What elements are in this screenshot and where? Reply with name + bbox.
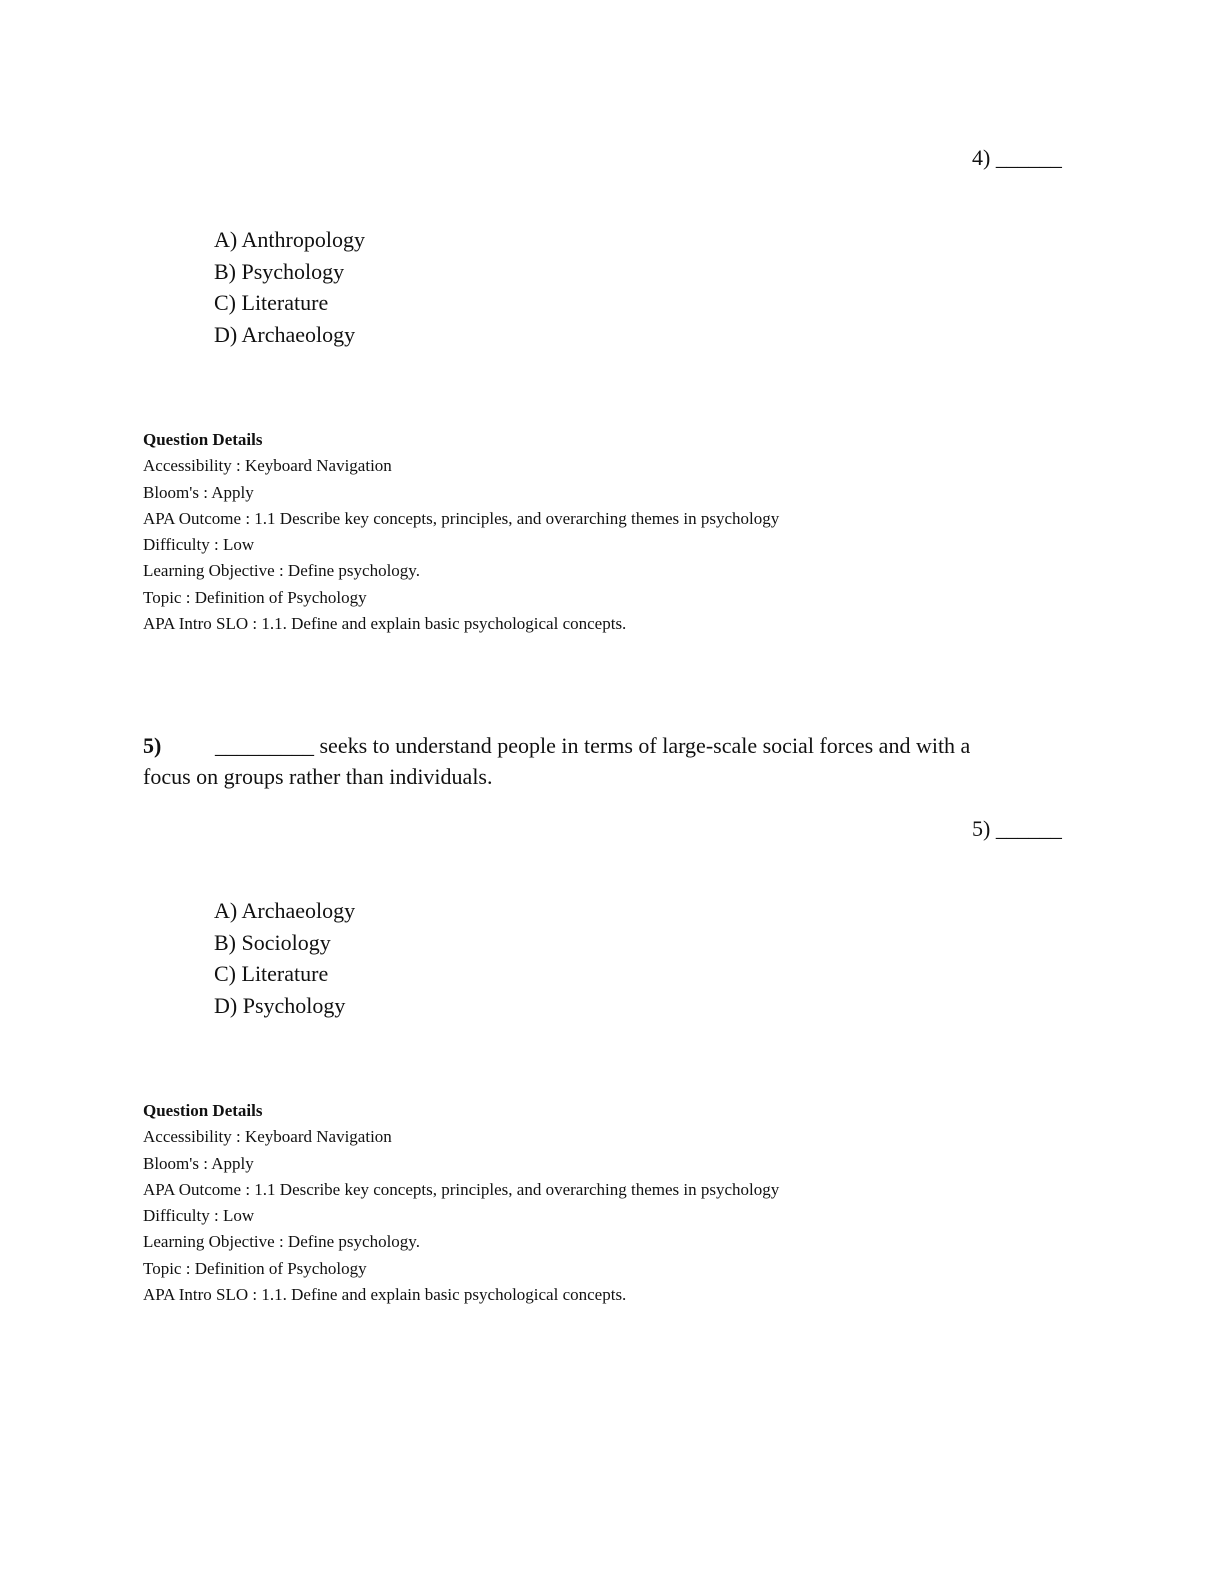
question-number: 5) xyxy=(143,733,162,758)
answer-blank-q4: 4) ______ xyxy=(972,145,1062,170)
detail-topic: Topic : Definition of Psychology xyxy=(143,587,367,607)
detail-learning-objective: Learning Objective : Define psychology. xyxy=(143,1232,420,1252)
detail-apa-intro-slo: APA Intro SLO : 1.1. Define and explain basic psychological concepts. xyxy=(143,614,627,634)
details-title: Question Details xyxy=(143,1101,263,1120)
option-d: D) Archaeology xyxy=(214,321,356,347)
option-c: C) Literature xyxy=(214,961,329,986)
detail-learning-objective: Learning Objective : Define psychology. xyxy=(143,561,420,581)
detail-blooms: Bloom's : Apply xyxy=(143,482,254,502)
answer-blank-q5: 5) ______ xyxy=(972,816,1062,841)
detail-apa-outcome: APA Outcome : 1.1 Describe key concepts, principles, and overarching themes in psychology xyxy=(143,1179,780,1199)
detail-apa-intro-slo: APA Intro SLO : 1.1. Define and explain basic psychological concepts. xyxy=(143,1285,627,1305)
question-stem-q5 xyxy=(143,730,1043,792)
options-list-q5 xyxy=(214,895,355,1021)
question-text-line1: _________ seeks to understand people in terms of large-scale social forces and with a xyxy=(215,733,971,758)
detail-difficulty: Difficulty : Low xyxy=(143,535,255,555)
detail-accessibility: Accessibility : Keyboard Navigation xyxy=(143,1127,392,1147)
question-details-q4 xyxy=(143,427,779,637)
detail-apa-outcome: APA Outcome : 1.1 Describe key concepts, principles, and overarching themes in psychology xyxy=(143,508,780,528)
details-title: Question Details xyxy=(143,430,263,449)
detail-difficulty: Difficulty : Low xyxy=(143,1206,255,1226)
options-list-q4 xyxy=(214,224,365,350)
detail-topic: Topic : Definition of Psychology xyxy=(143,1258,367,1278)
option-b: B) Sociology xyxy=(214,929,331,955)
question-details-q5 xyxy=(143,1098,779,1308)
detail-blooms: Bloom's : Apply xyxy=(143,1153,254,1173)
detail-accessibility: Accessibility : Keyboard Navigation xyxy=(143,456,392,476)
option-b: B) Psychology xyxy=(214,258,345,284)
option-a: A) Anthropology xyxy=(214,227,365,252)
option-a: A) Archaeology xyxy=(214,898,356,923)
option-c: C) Literature xyxy=(214,290,329,315)
question-text-line2: focus on groups rather than individuals. xyxy=(143,764,493,789)
option-d: D) Psychology xyxy=(214,992,346,1018)
